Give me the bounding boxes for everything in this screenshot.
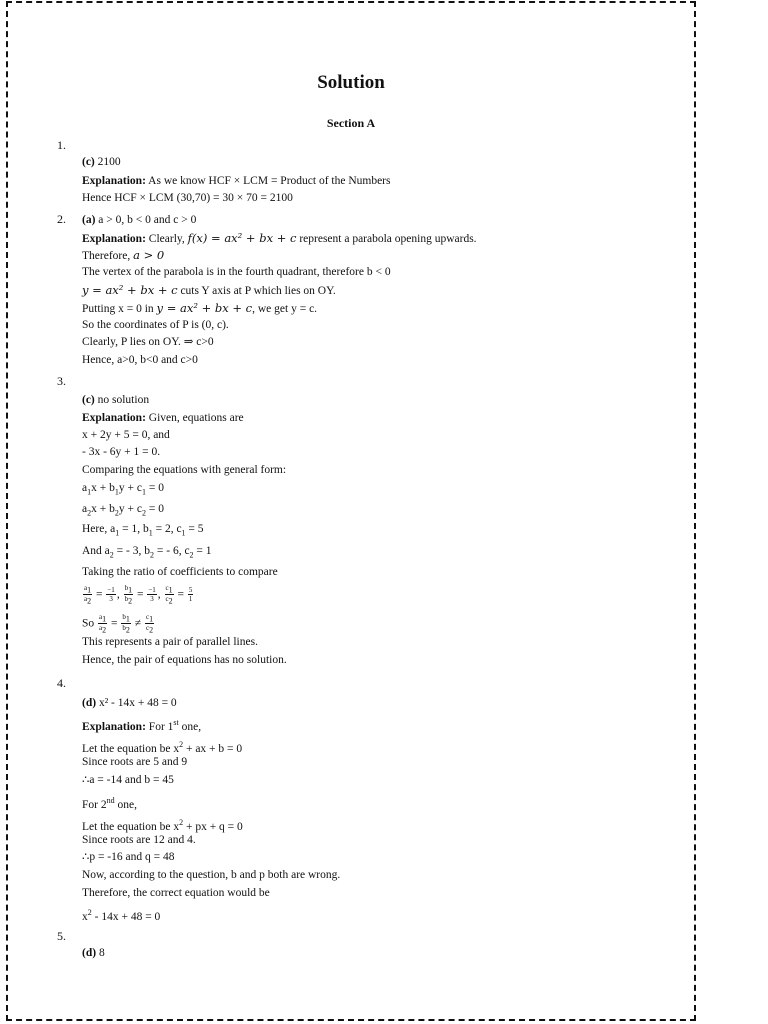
q3-conclusion-ratio: So $\frac{a_1}{a_2}$ = $\frac{b_1}{b_2}$ ≠ $\frac{c_1}{c_2}$ — [82, 613, 154, 635]
q4-line: ∴p = -16 and q = 48 — [82, 851, 175, 863]
q3-line: This represents a pair of parallel lines. — [82, 636, 258, 648]
answer-text: 2100 — [97, 156, 121, 168]
q2-line: Therefore, a > 0 — [82, 248, 165, 262]
q3-general-form-2: $a_2x + b_2y + c_2 = 0$ — [82, 503, 164, 518]
q1-explanation: Explanation: As we know HCF × LCM = Product of the Numbers — [82, 175, 391, 187]
q4-line: $x^2 - 14x + 48 = 0$ — [82, 908, 161, 923]
q2-answer: (a) a > 0, b < 0 and c > 0 — [82, 214, 197, 226]
q4-explanation: Explanation: For 1st one, — [82, 718, 202, 733]
q3-explanation: Explanation: Given, equations are — [82, 412, 244, 424]
section-heading: Section A — [326, 116, 376, 130]
q3-line: Hence, the pair of equations has no solution. — [82, 654, 287, 666]
q4-line: Therefore, the correct equation would be — [82, 887, 270, 899]
q2-line: Hence, a>0, b<0 and c>0 — [82, 354, 198, 366]
q4-line: Now, according to the question, b and p both are wrong. — [82, 869, 341, 881]
q4-answer: (d) x² - 14x + 48 = 0 — [82, 697, 177, 709]
q4-line: For 2nd one, — [82, 796, 137, 811]
q3-general-form-1: $a_1x + b_1y + c_1 = 0$ — [82, 482, 164, 497]
page-title: Solution — [317, 72, 385, 93]
question-3-number: 3. — [57, 374, 66, 388]
question-4-number: 4. — [57, 676, 66, 690]
q2-explanation: Explanation: Clearly, f(x) = ax² + bx + c represent a parabola opening upwards. — [82, 231, 477, 245]
q2-line: Clearly, P lies on OY. ⇒ c>0 — [82, 336, 214, 348]
q1-line: Hence HCF × LCM (30,70) = 30 × 70 = 2100 — [82, 192, 293, 204]
q4-line: ∴a = -14 and b = 45 — [82, 774, 174, 786]
q3-line: Taking the ratio of coefficients to compare — [82, 566, 278, 578]
question-2-number: 2. — [57, 212, 66, 226]
q3-ratio: $\frac{a_1}{a_2}$ = $\frac{-1}{3}$ , $\frac{b_1}{b_2}$ = $\frac{-1}{3}$ , $\frac{c_1}{c_2}$ = $\frac{5}{1}$ — [84, 584, 193, 606]
question-5-number: 5. — [57, 929, 66, 943]
q3-line: x + 2y + 5 = 0, and — [82, 429, 170, 441]
q2-line: So the coordinates of P is (0, c). — [82, 319, 229, 331]
q4-line: Since roots are 12 and 4. — [82, 834, 196, 846]
q3-line: - 3x - 6y + 1 = 0. — [82, 446, 161, 458]
q4-line: Let the equation be $x^2$ + ax + b = 0 — [82, 740, 243, 755]
q2-line: y = ax² + bx + c cuts Y axis at P which lies on OY. — [82, 283, 336, 297]
q4-line: Let the equation be $x^2$ + px + q = 0 — [82, 818, 243, 833]
q5-answer: (d) 8 — [82, 947, 105, 959]
q1-answer — [82, 155, 121, 169]
q2-line: The vertex of the parabola is in the fourth quadrant, therefore b < 0 — [82, 266, 391, 278]
q3-line: Comparing the equations with general form: — [82, 464, 287, 476]
q3-coefficients-2: And $a_2$ = - 3, $b_2$ = - 6, $c_2 = 1$ — [82, 545, 212, 560]
q3-answer: (c) no solution — [82, 394, 150, 406]
q3-coefficients-1: Here, $a_1 = 1$, $b_1 = 2$, $c_1 = 5$ — [82, 523, 204, 538]
question-1-number: 1. — [57, 138, 66, 152]
q2-line: Putting x = 0 in y = ax² + bx + c, we get y = c. — [82, 301, 318, 315]
q4-line: Since roots are 5 and 9 — [82, 756, 188, 768]
answer-key: (c) — [82, 156, 95, 168]
